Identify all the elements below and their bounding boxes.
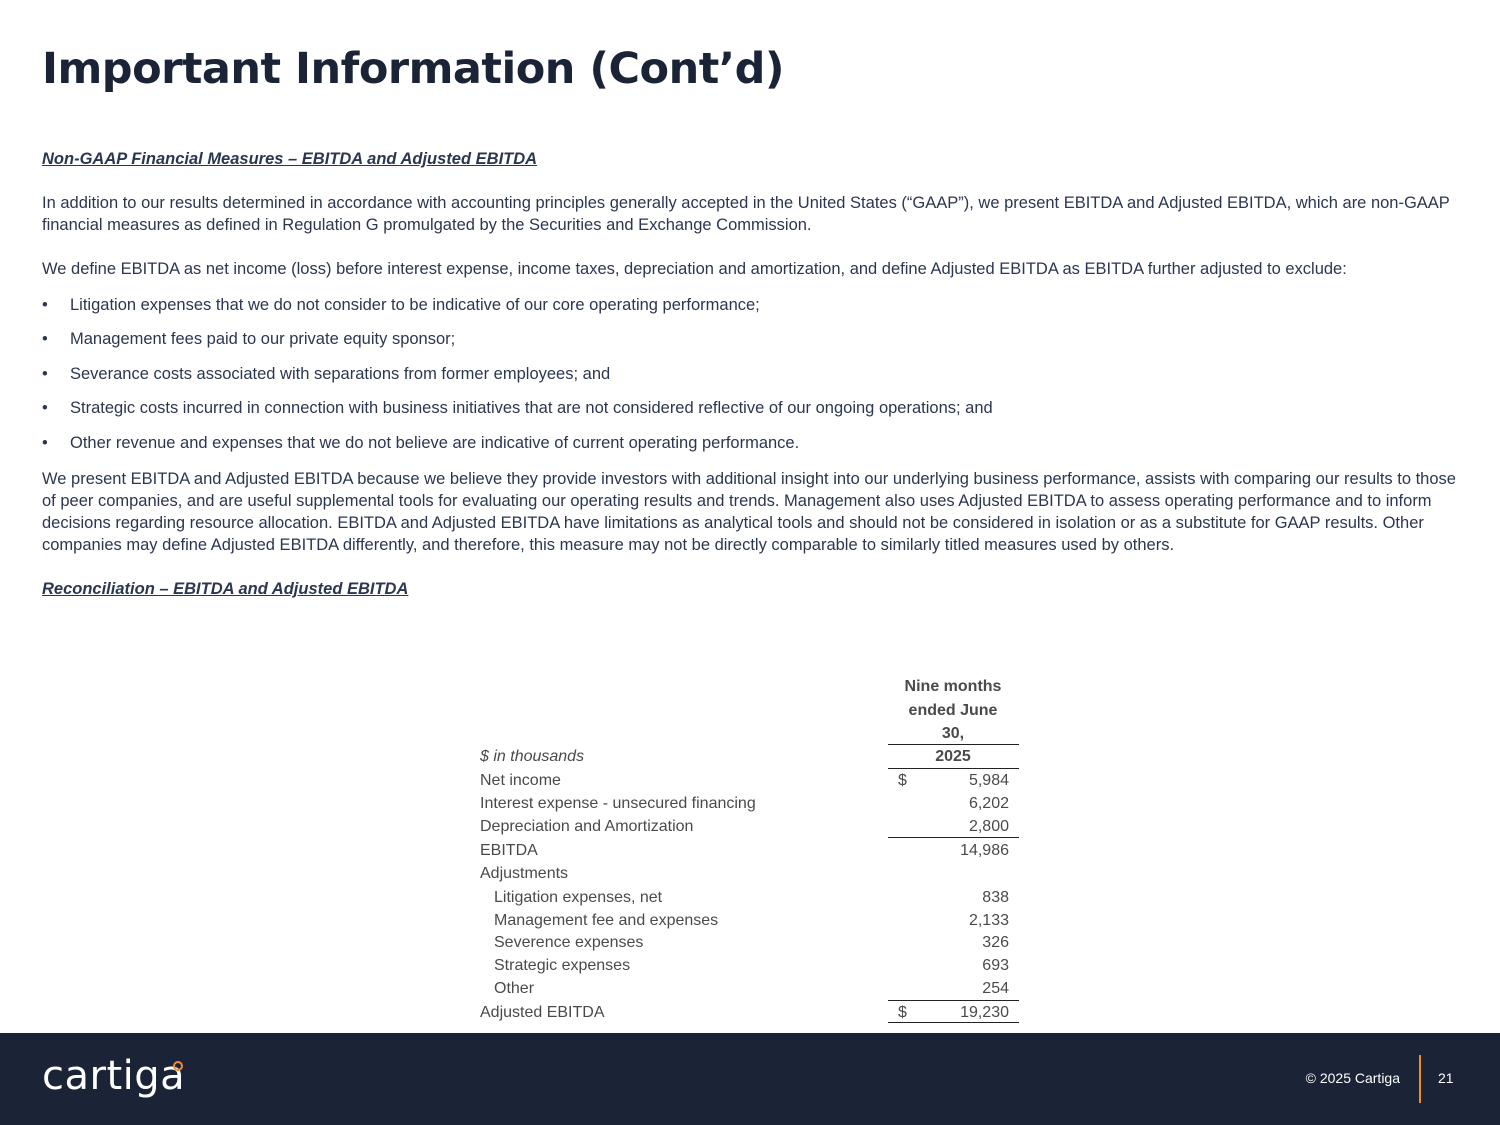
list-item-text: Severance costs associated with separations from former employees; and [70, 365, 611, 383]
row-value: 14,986 [960, 842, 1009, 859]
logo-circle-icon [173, 1061, 183, 1071]
bullet-icon: • [42, 330, 48, 348]
list-item [42, 294, 1457, 316]
section-heading-reconciliation: Reconciliation – EBITDA and Adjusted EBITDA [42, 580, 409, 598]
list-item [42, 432, 1457, 454]
footer-bar [0, 1033, 1500, 1125]
row-value: 254 [982, 980, 1009, 997]
currency-symbol: $ [898, 1004, 907, 1021]
table-row [478, 839, 1023, 862]
cartiga-logo: cartiga [42, 1053, 186, 1099]
bullet-icon: • [42, 434, 48, 452]
bullet-icon: • [42, 399, 48, 417]
column-header-line: 30, [941, 725, 965, 742]
subtotal-rule [888, 837, 1019, 838]
table-row [478, 909, 1023, 932]
list-item [42, 363, 1457, 385]
units-label: $ in thousands [480, 748, 585, 765]
copyright-text: © 2025 Cartiga [1305, 1070, 1400, 1086]
table-row [478, 977, 1023, 1000]
intro-paragraph: In addition to our results determined in accordance with accounting principles generally accepted in the United States (“GAAP”), we present EBITDA and Adjusted EBITDA, which are non-GAAP financial measures as defined in Regulation G promulgated by the Securities and Exchange Commission. [42, 194, 1450, 234]
table-row [478, 954, 1023, 977]
row-value: 2,133 [968, 912, 1009, 929]
row-label: Management fee and expenses [494, 912, 719, 929]
rationale-paragraph: We present EBITDA and Adjusted EBITDA because we believe they provide investors with additional insight into our underlying business performance, assists with comparing our results to those of peer companies, and are useful supplemental tools for evaluating our operating results and trends. Management also uses Adjusted EBITDA to assess operating performance and to inform decisions regarding resource allocation. EBITDA and Adjusted EBITDA have limitations as analytical tools and should not be considered in isolation or as a substitute for GAAP results. Other companies may define Adjusted EBITDA differently, and therefore, this measure may not be directly comparable to similarly titled measures used by others. [42, 470, 1456, 554]
column-header-line: ended June [908, 701, 998, 719]
footer-divider [1419, 1055, 1421, 1103]
table-row [478, 862, 1023, 885]
currency-symbol: $ [898, 772, 907, 789]
table-row [478, 931, 1023, 954]
table-row [478, 886, 1023, 909]
table-row [478, 815, 1023, 838]
section-heading-non-gaap: Non-GAAP Financial Measures – EBITDA and Adjusted EBITDA [42, 150, 538, 168]
table-row [478, 769, 1023, 792]
total-bottom-rule [888, 1022, 1019, 1023]
row-label: Litigation expenses, net [494, 889, 663, 906]
column-header-line: Nine months [904, 678, 1002, 695]
row-label: Adjustments [480, 865, 569, 882]
list-item-text: Strategic costs incurred in connection with business initiatives that are not considered reflective of our ongoing operations; and [70, 399, 993, 417]
table-header-row [478, 745, 1023, 768]
row-label: Severence expenses [494, 934, 644, 951]
row-value: 693 [982, 957, 1009, 974]
row-value: 2,800 [968, 818, 1009, 835]
bullet-icon: • [42, 296, 48, 314]
row-value: 6,202 [968, 795, 1009, 812]
exclusions-list [42, 294, 1457, 454]
table-row [478, 792, 1023, 815]
row-value: 19,230 [960, 1004, 1009, 1021]
row-value: 838 [982, 889, 1009, 906]
row-label: Interest expense - unsecured financing [480, 795, 756, 812]
row-value: 326 [982, 934, 1009, 951]
bullet-icon: • [42, 365, 48, 383]
page-title: Important Information (Cont’d) [42, 44, 785, 94]
body-content [42, 148, 1457, 600]
year-label: 2025 [935, 748, 971, 765]
row-label: Adjusted EBITDA [480, 1004, 605, 1021]
definition-paragraph: We define EBITDA as net income (loss) before interest expense, income taxes, depreciation and amortization, and define Adjusted EBITDA as EBITDA further adjusted to exclude: [42, 260, 1347, 278]
row-label: Strategic expenses [494, 957, 631, 974]
row-value: 5,984 [968, 772, 1009, 789]
list-item-text: Other revenue and expenses that we do not believe are indicative of current operating performance. [70, 434, 800, 452]
row-label: Other [494, 980, 535, 997]
list-item [42, 397, 1457, 419]
list-item [42, 328, 1457, 350]
row-label: Depreciation and Amortization [480, 818, 694, 835]
list-item-text: Litigation expenses that we do not consider to be indicative of our core operating performance; [70, 296, 760, 314]
list-item-text: Management fees paid to our private equity sponsor; [70, 330, 456, 348]
row-label: Net income [480, 772, 561, 789]
column-header [888, 675, 1018, 746]
table-row [478, 1001, 1023, 1024]
page-number: 21 [1438, 1070, 1454, 1086]
row-label: EBITDA [480, 842, 538, 859]
